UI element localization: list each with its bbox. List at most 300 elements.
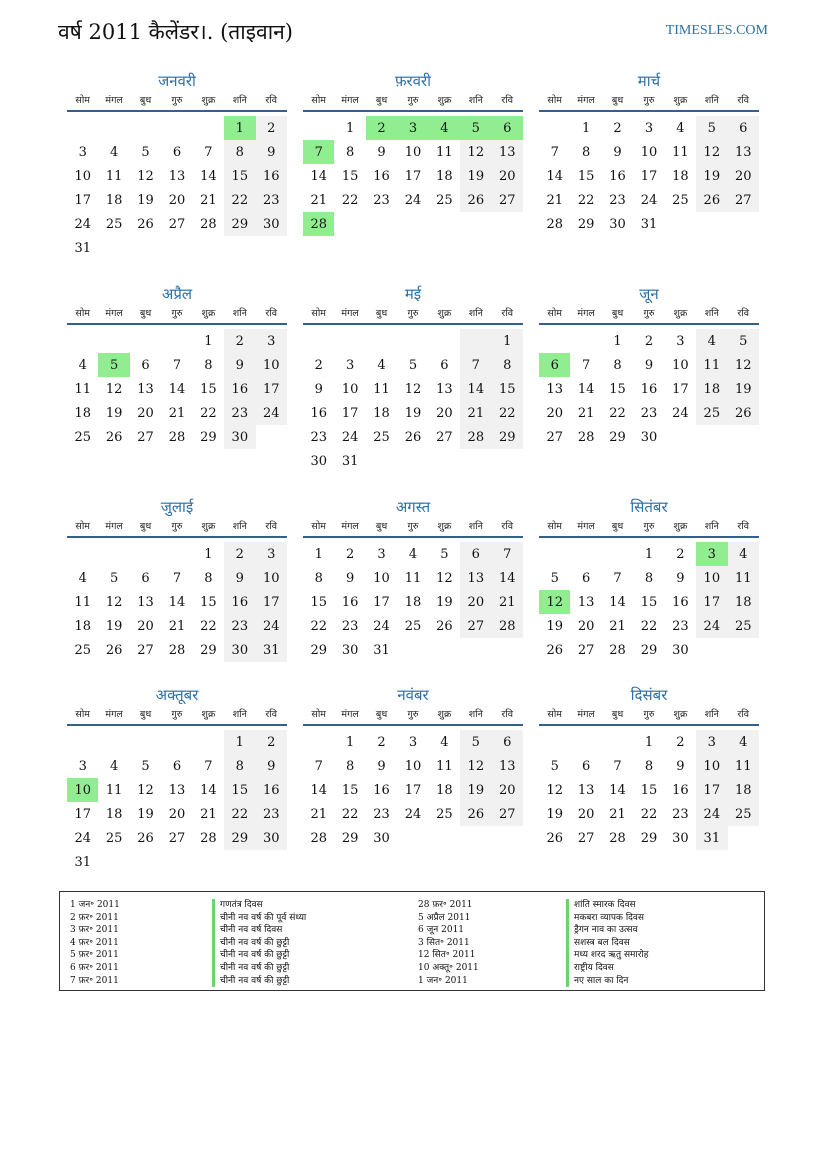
day-cell: 21 xyxy=(168,618,186,634)
weekday-label: शनि xyxy=(468,95,483,106)
day-cell: 20 xyxy=(137,405,154,421)
weekday-label: शुक्र xyxy=(201,95,216,106)
legend-holiday-name: गणतंत्र दिवस xyxy=(212,899,306,912)
day-cell: 9 xyxy=(256,754,287,778)
day-cell: 23 xyxy=(224,401,255,425)
month-block xyxy=(539,684,759,850)
day-cell: 6 xyxy=(581,570,591,586)
day-cell: 7 xyxy=(204,144,213,160)
day-cell: 2 xyxy=(314,357,323,373)
day-cell: 15 xyxy=(492,377,523,401)
legend-date: 1 जन॰ 2011 xyxy=(70,900,120,910)
day-cell: 16 xyxy=(609,168,626,184)
day-cell: 9 xyxy=(613,144,622,160)
weekday-label: मंगल xyxy=(105,95,123,106)
day-cell: 12 xyxy=(460,754,491,778)
month-block xyxy=(67,283,287,449)
day-cell: 27 xyxy=(168,216,186,232)
day-cell: 4 xyxy=(109,144,119,160)
month-block xyxy=(67,70,287,260)
day-cell: 3 xyxy=(408,734,418,750)
day-cell: 8 xyxy=(613,357,622,373)
day-cell: 18 xyxy=(74,405,91,421)
weekday-header xyxy=(539,518,759,538)
empty-cell xyxy=(429,329,460,353)
day-cell: 10 xyxy=(67,778,98,802)
day-cell: 8 xyxy=(204,570,213,586)
weekday-label: बुध xyxy=(375,308,388,319)
weekday-header xyxy=(303,518,523,538)
day-cell: 26 xyxy=(436,618,453,634)
day-cell: 2 xyxy=(224,329,255,353)
weekday-label: शुक्र xyxy=(201,521,216,532)
day-cell: 12 xyxy=(546,782,563,798)
empty-cell xyxy=(130,542,161,566)
weekday-label: शनि xyxy=(232,95,247,106)
weekday-label: मंगल xyxy=(105,521,123,532)
day-cell: 29 xyxy=(577,216,595,232)
empty-cell xyxy=(193,116,224,140)
month-block xyxy=(303,283,523,473)
day-cell: 2 xyxy=(613,120,622,136)
day-cell: 26 xyxy=(546,642,563,658)
weekday-label: शुक्र xyxy=(673,709,688,720)
month-block xyxy=(539,283,759,449)
legend-date: 3 सित॰ 2011 xyxy=(418,937,470,948)
day-cell: 24 xyxy=(696,802,727,826)
day-cell: 14 xyxy=(609,782,626,798)
day-cell: 25 xyxy=(696,401,727,425)
day-cell: 28 xyxy=(310,830,327,846)
day-cell: 24 xyxy=(256,401,287,425)
day-cell: 3 xyxy=(676,333,685,349)
month-name: जून xyxy=(639,285,659,303)
day-cell: 15 xyxy=(200,381,217,397)
day-cell: 4 xyxy=(78,357,87,373)
day-cell: 6 xyxy=(728,116,759,140)
legend-date: 2 फ़र॰ 2011 xyxy=(70,912,119,923)
day-cell: 1 xyxy=(204,546,213,562)
weekday-label: शुक्र xyxy=(201,308,216,319)
empty-cell xyxy=(602,542,633,566)
day-cell: 29 xyxy=(224,826,255,850)
weekday-label: गुरु xyxy=(171,95,183,106)
day-cell: 10 xyxy=(672,357,689,373)
day-cell: 22 xyxy=(224,188,255,212)
month-block xyxy=(67,684,287,874)
day-cell: 23 xyxy=(672,618,689,634)
empty-cell xyxy=(67,730,98,754)
day-cell: 27 xyxy=(460,614,491,638)
day-cell: 9 xyxy=(314,381,323,397)
weekday-label: सोम xyxy=(547,709,562,720)
day-cell: 28 xyxy=(609,830,626,846)
day-cell: 16 xyxy=(341,594,359,610)
day-cell: 8 xyxy=(644,570,654,586)
day-cell: 18 xyxy=(728,590,759,614)
day-cell: 20 xyxy=(436,405,453,421)
weekday-label: बुध xyxy=(611,709,624,720)
weekday-label: रवि xyxy=(501,95,514,106)
day-cell: 25 xyxy=(728,614,759,638)
day-cell: 5 xyxy=(109,570,119,586)
day-cell: 18 xyxy=(373,405,390,421)
legend-holiday-name: ड्रैगन नाव का उत्सव xyxy=(566,924,649,937)
day-cell: 24 xyxy=(256,614,287,638)
weekday-label: सोम xyxy=(311,308,326,319)
weekday-header xyxy=(67,92,287,112)
legend-date: 4 फ़र॰ 2011 xyxy=(70,937,119,948)
empty-cell xyxy=(539,116,570,140)
day-cell: 24 xyxy=(696,614,727,638)
day-cell: 7 xyxy=(172,570,182,586)
day-cell: 23 xyxy=(373,806,390,822)
month-name: अगस्त xyxy=(395,498,431,516)
weekday-label: बुध xyxy=(375,95,388,106)
day-cell: 29 xyxy=(224,212,255,236)
legend-names xyxy=(212,899,306,987)
weekday-label: सोम xyxy=(75,521,90,532)
weekday-label: रवि xyxy=(737,709,750,720)
day-grid xyxy=(303,542,523,662)
day-cell: 7 xyxy=(492,542,523,566)
day-cell: 2 xyxy=(644,333,654,349)
empty-cell xyxy=(303,116,334,140)
day-cell: 15 xyxy=(640,782,658,798)
day-cell: 25 xyxy=(728,802,759,826)
day-grid xyxy=(539,116,759,236)
day-cell: 11 xyxy=(74,381,91,397)
month-block xyxy=(539,70,759,236)
month-name: जनवरी xyxy=(158,72,196,90)
day-cell: 22 xyxy=(492,401,523,425)
day-grid xyxy=(303,116,523,236)
day-cell: 2 xyxy=(366,116,397,140)
day-cell: 14 xyxy=(200,782,217,798)
day-cell: 13 xyxy=(492,754,523,778)
legend-holiday-name: चीनी नव वर्ष की छुट्टी xyxy=(212,949,306,962)
empty-cell xyxy=(130,730,161,754)
day-cell: 8 xyxy=(224,140,255,164)
day-cell: 10 xyxy=(404,758,422,774)
weekday-label: गुरु xyxy=(407,308,419,319)
day-cell: 14 xyxy=(168,594,186,610)
day-cell: 22 xyxy=(640,618,658,634)
day-cell: 25 xyxy=(74,642,91,658)
day-cell: 23 xyxy=(373,192,390,208)
day-cell: 10 xyxy=(373,570,390,586)
day-cell: 25 xyxy=(672,192,689,208)
day-cell: 8 xyxy=(644,758,654,774)
day-cell: 9 xyxy=(377,144,386,160)
site-link[interactable]: TIMESLES.COM xyxy=(665,23,768,38)
day-cell: 30 xyxy=(672,830,689,846)
day-cell: 12 xyxy=(436,570,453,586)
day-cell: 13 xyxy=(137,381,154,397)
day-cell: 19 xyxy=(460,164,491,188)
day-cell: 1 xyxy=(345,734,355,750)
weekday-label: रवि xyxy=(737,308,750,319)
empty-cell xyxy=(67,116,98,140)
day-cell: 4 xyxy=(377,357,386,373)
day-cell: 19 xyxy=(436,594,453,610)
day-grid xyxy=(303,329,523,473)
weekday-header xyxy=(303,92,523,112)
day-cell: 18 xyxy=(404,594,422,610)
day-cell: 21 xyxy=(460,401,491,425)
day-cell: 6 xyxy=(141,570,150,586)
day-cell: 15 xyxy=(224,164,255,188)
empty-cell xyxy=(130,329,161,353)
weekday-header xyxy=(539,305,759,325)
empty-cell xyxy=(539,542,570,566)
day-cell: 13 xyxy=(577,594,595,610)
day-cell: 21 xyxy=(609,618,626,634)
day-cell: 31 xyxy=(373,642,390,658)
weekday-label: शनि xyxy=(704,95,719,106)
day-cell: 8 xyxy=(345,758,355,774)
day-cell: 23 xyxy=(640,405,658,421)
weekday-label: शुक्र xyxy=(673,521,688,532)
day-cell: 7 xyxy=(613,570,622,586)
day-cell: 12 xyxy=(404,381,422,397)
day-cell: 10 xyxy=(256,566,287,590)
empty-cell xyxy=(161,730,192,754)
weekday-label: सोम xyxy=(547,308,562,319)
day-cell: 26 xyxy=(460,802,491,826)
day-cell: 4 xyxy=(429,116,460,140)
day-cell: 27 xyxy=(546,429,563,445)
day-cell: 29 xyxy=(640,830,658,846)
day-cell: 13 xyxy=(137,594,154,610)
day-cell: 17 xyxy=(74,192,91,208)
day-cell: 6 xyxy=(460,542,491,566)
legend-holiday-name: चीनी नव वर्ष की छुट्टी xyxy=(212,937,306,950)
day-grid xyxy=(67,542,287,662)
day-cell: 24 xyxy=(404,192,422,208)
month-name: मार्च xyxy=(637,72,661,90)
day-cell: 20 xyxy=(492,164,523,188)
day-cell: 27 xyxy=(137,642,154,658)
weekday-label: गुरु xyxy=(171,521,183,532)
day-cell: 14 xyxy=(577,381,595,397)
day-cell: 13 xyxy=(436,381,453,397)
day-cell: 1 xyxy=(492,329,523,353)
day-cell: 23 xyxy=(341,618,359,634)
empty-cell xyxy=(570,730,601,754)
month-name: मई xyxy=(404,285,422,303)
day-cell: 13 xyxy=(460,566,491,590)
month-name: फ़रवरी xyxy=(394,72,432,90)
day-grid xyxy=(67,730,287,874)
day-cell: 17 xyxy=(74,806,91,822)
day-cell: 24 xyxy=(341,429,359,445)
weekday-header xyxy=(67,518,287,538)
day-cell: 1 xyxy=(345,120,355,136)
weekday-label: शुक्र xyxy=(201,709,216,720)
day-cell: 17 xyxy=(373,594,390,610)
legend-date: 12 सित॰ 2011 xyxy=(418,950,476,961)
weekday-label: शुक्र xyxy=(437,521,452,532)
day-cell: 3 xyxy=(397,116,428,140)
day-cell: 18 xyxy=(696,377,727,401)
day-cell: 5 xyxy=(460,730,491,754)
month-block xyxy=(303,684,523,850)
day-cell: 16 xyxy=(256,164,287,188)
day-cell: 2 xyxy=(345,546,355,562)
day-cell: 11 xyxy=(436,144,453,160)
weekday-label: गुरु xyxy=(643,95,655,106)
day-cell: 20 xyxy=(168,806,186,822)
legend-date: 5 फ़र॰ 2011 xyxy=(70,950,119,961)
month-block xyxy=(303,496,523,662)
day-cell: 29 xyxy=(310,642,327,658)
day-cell: 26 xyxy=(728,401,759,425)
day-cell: 20 xyxy=(168,192,186,208)
legend-date: 6 जून 2011 xyxy=(418,925,465,936)
weekday-label: सोम xyxy=(311,95,326,106)
empty-cell xyxy=(161,116,192,140)
day-cell: 28 xyxy=(460,425,491,449)
month-block xyxy=(67,496,287,662)
month-name: सितंबर xyxy=(630,498,668,516)
month-name: जुलाई xyxy=(160,498,194,516)
day-cell: 25 xyxy=(74,429,91,445)
day-cell: 5 xyxy=(460,116,491,140)
day-cell: 5 xyxy=(440,546,449,562)
holiday-legend xyxy=(59,891,765,991)
empty-cell xyxy=(67,542,98,566)
day-cell: 9 xyxy=(224,353,255,377)
weekday-label: रवि xyxy=(265,95,278,106)
day-cell: 11 xyxy=(105,782,123,798)
day-cell: 2 xyxy=(377,734,386,750)
weekday-label: रवि xyxy=(265,308,278,319)
day-cell: 14 xyxy=(492,566,523,590)
day-cell: 4 xyxy=(676,120,685,136)
day-cell: 2 xyxy=(676,734,685,750)
day-cell: 28 xyxy=(200,216,217,232)
day-grid xyxy=(539,730,759,850)
day-cell: 26 xyxy=(696,188,727,212)
day-cell: 23 xyxy=(609,192,626,208)
day-cell: 4 xyxy=(728,730,759,754)
empty-cell xyxy=(539,730,570,754)
day-cell: 25 xyxy=(373,429,390,445)
empty-cell xyxy=(161,329,192,353)
day-cell: 12 xyxy=(137,782,154,798)
day-cell: 8 xyxy=(345,144,355,160)
day-cell: 7 xyxy=(581,357,591,373)
day-cell: 1 xyxy=(314,546,323,562)
day-cell: 5 xyxy=(728,329,759,353)
weekday-label: शुक्र xyxy=(437,308,452,319)
day-cell: 6 xyxy=(172,758,182,774)
day-cell: 15 xyxy=(224,778,255,802)
day-cell: 15 xyxy=(341,782,359,798)
weekday-label: रवि xyxy=(501,709,514,720)
legend-holiday-name: चीनी नव वर्ष दिवस xyxy=(212,924,306,937)
empty-cell xyxy=(161,542,192,566)
day-cell: 11 xyxy=(672,144,689,160)
day-cell: 11 xyxy=(696,353,727,377)
day-cell: 11 xyxy=(436,758,453,774)
weekday-label: गुरु xyxy=(643,521,655,532)
day-cell: 17 xyxy=(672,381,689,397)
weekday-header xyxy=(67,706,287,726)
day-cell: 8 xyxy=(492,353,523,377)
day-cell: 13 xyxy=(577,782,595,798)
day-cell: 17 xyxy=(404,782,422,798)
day-cell: 26 xyxy=(460,188,491,212)
day-cell: 21 xyxy=(200,192,217,208)
day-cell: 11 xyxy=(105,168,123,184)
day-cell: 28 xyxy=(546,216,563,232)
day-cell: 25 xyxy=(436,806,453,822)
legend-holiday-name: चीनी नव वर्ष की पूर्व संध्या xyxy=(212,912,306,925)
day-cell: 21 xyxy=(168,405,186,421)
day-cell: 12 xyxy=(105,381,123,397)
day-cell: 8 xyxy=(581,144,591,160)
legend-holiday-name: मकबरा व्यापक दिवस xyxy=(566,912,649,925)
weekday-label: सोम xyxy=(311,521,326,532)
day-cell: 26 xyxy=(105,429,123,445)
legend-holiday-name: सशस्त्र बल दिवस xyxy=(566,937,649,950)
weekday-label: शुक्र xyxy=(673,308,688,319)
empty-cell xyxy=(539,329,570,353)
day-cell: 3 xyxy=(78,758,87,774)
day-cell: 20 xyxy=(137,618,154,634)
day-cell: 13 xyxy=(546,381,563,397)
day-cell: 24 xyxy=(640,192,658,208)
empty-cell xyxy=(602,730,633,754)
day-cell: 23 xyxy=(256,188,287,212)
day-cell: 13 xyxy=(168,168,186,184)
day-cell: 9 xyxy=(256,140,287,164)
day-cell: 6 xyxy=(539,353,570,377)
empty-cell xyxy=(570,329,601,353)
empty-cell xyxy=(98,329,129,353)
day-cell: 2 xyxy=(676,546,685,562)
month-name: नवंबर xyxy=(397,686,429,704)
weekday-label: मंगल xyxy=(105,709,123,720)
day-cell: 22 xyxy=(200,405,217,421)
day-cell: 6 xyxy=(141,357,150,373)
day-cell: 26 xyxy=(137,830,154,846)
page-title: वर्ष 2011 कैलेंडर।. (ताइवान) xyxy=(58,20,293,44)
day-cell: 12 xyxy=(539,590,570,614)
day-cell: 5 xyxy=(550,570,559,586)
weekday-label: मंगल xyxy=(105,308,123,319)
day-cell: 4 xyxy=(78,570,87,586)
day-cell: 29 xyxy=(492,425,523,449)
day-cell: 26 xyxy=(404,429,422,445)
empty-cell xyxy=(303,329,334,353)
day-cell: 3 xyxy=(696,730,727,754)
day-cell: 29 xyxy=(640,642,658,658)
day-cell: 28 xyxy=(577,429,595,445)
day-cell: 6 xyxy=(492,730,523,754)
day-cell: 26 xyxy=(546,830,563,846)
day-cell: 25 xyxy=(436,192,453,208)
weekday-label: रवि xyxy=(265,709,278,720)
day-cell: 17 xyxy=(696,590,727,614)
weekday-label: मंगल xyxy=(577,709,595,720)
day-cell: 15 xyxy=(577,168,595,184)
day-cell: 28 xyxy=(492,614,523,638)
day-cell: 21 xyxy=(200,806,217,822)
day-cell: 4 xyxy=(696,329,727,353)
